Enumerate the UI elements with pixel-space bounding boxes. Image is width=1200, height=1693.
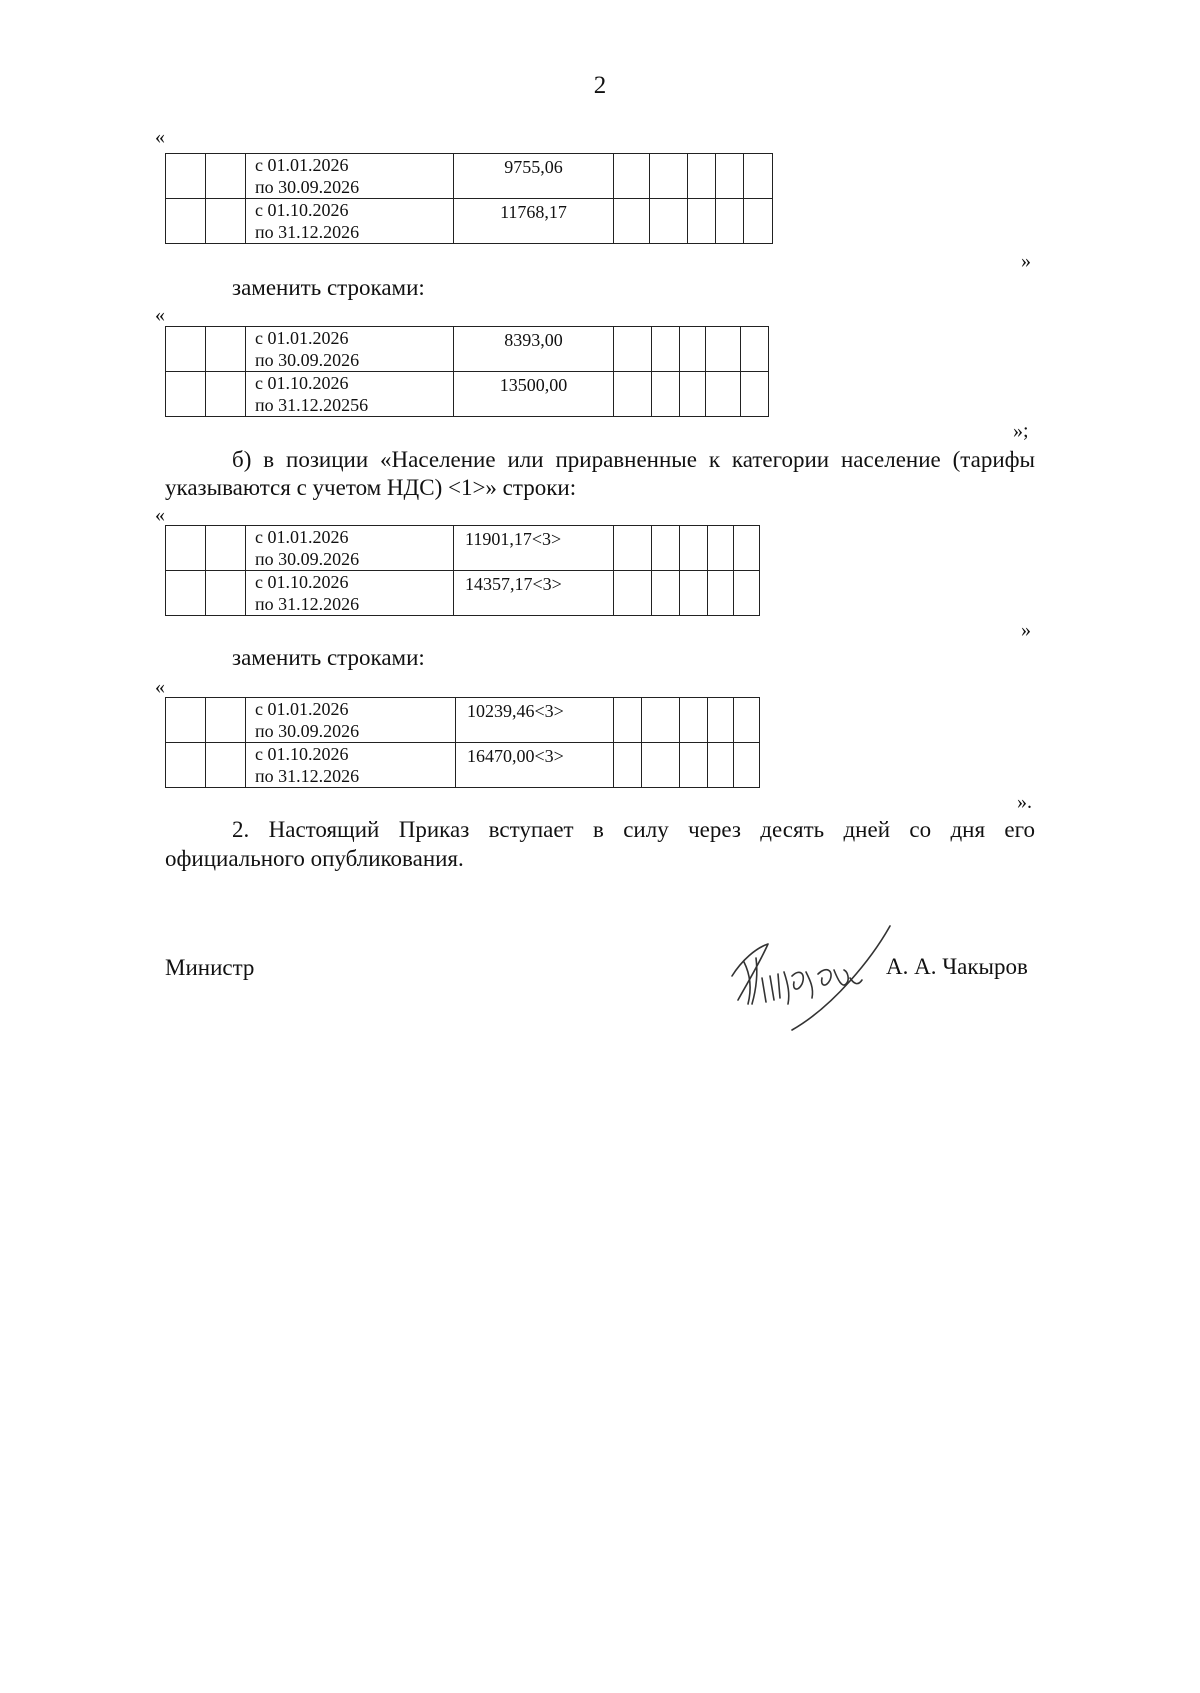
table-row (166, 743, 760, 788)
closing-quote: »; (1013, 420, 1029, 442)
period-cell: с 01.10.2026 по 31.12.2026 (246, 199, 454, 244)
tariff-value: 11901,17<3> (454, 526, 614, 571)
tariff-value: 10239,46<3> (456, 698, 614, 743)
period-cell: с 01.10.2026 по 31.12.20256 (246, 372, 454, 417)
tariff-value: 11768,17 (454, 199, 614, 244)
period-cell: с 01.01.2026 по 30.09.2026 (246, 698, 456, 743)
opening-quote: « (155, 126, 165, 148)
table-row (166, 698, 760, 743)
period-cell: с 01.01.2026 по 30.09.2026 (246, 526, 454, 571)
signatory-name: А. А. Чакыров (886, 954, 1028, 979)
period-cell: с 01.01.2026 по 30.09.2026 (246, 327, 454, 372)
tariff-value: 16470,00<3> (456, 743, 614, 788)
tariff-table-old-2 (165, 525, 760, 616)
table-row (166, 526, 760, 571)
tariff-table-old-1 (165, 153, 773, 244)
period-cell: с 01.01.2026 по 30.09.2026 (246, 154, 454, 199)
tariff-value: 9755,06 (454, 154, 614, 199)
page-number: 2 (593, 72, 607, 99)
table-row (166, 571, 760, 616)
table-row (166, 199, 773, 244)
table-row (166, 154, 773, 199)
handwritten-signature-icon (722, 918, 912, 1038)
table-row (166, 372, 769, 417)
opening-quote: « (155, 676, 165, 698)
tariff-value: 14357,17<3> (454, 571, 614, 616)
opening-quote: « (155, 304, 165, 326)
section-b-line-2: указываются с учетом НДС) <1>» строки: (165, 475, 577, 500)
tariff-value: 13500,00 (454, 372, 614, 417)
replace-with-label: заменить строками: (232, 645, 425, 670)
opening-quote: « (155, 504, 165, 526)
signatory-title: Министр (165, 955, 255, 980)
closing-quote: » (1021, 250, 1031, 272)
period-cell: с 01.10.2026 по 31.12.2026 (246, 743, 456, 788)
closing-quote: ». (1017, 791, 1032, 813)
replace-with-label: заменить строками: (232, 275, 425, 300)
clause-2-line-2: официального опубликования. (165, 846, 464, 871)
section-b-line-1: б) в позиции «Население или приравненные к категории население (тарифы (232, 447, 1035, 472)
clause-2-line-1: 2. Настоящий Приказ вступает в силу через десять дней со дня его (232, 817, 1035, 842)
table-row (166, 327, 769, 372)
period-cell: с 01.10.2026 по 31.12.2026 (246, 571, 454, 616)
tariff-table-new-1 (165, 326, 769, 417)
closing-quote: » (1021, 619, 1031, 641)
tariff-value: 8393,00 (454, 327, 614, 372)
tariff-table-new-2 (165, 697, 760, 788)
